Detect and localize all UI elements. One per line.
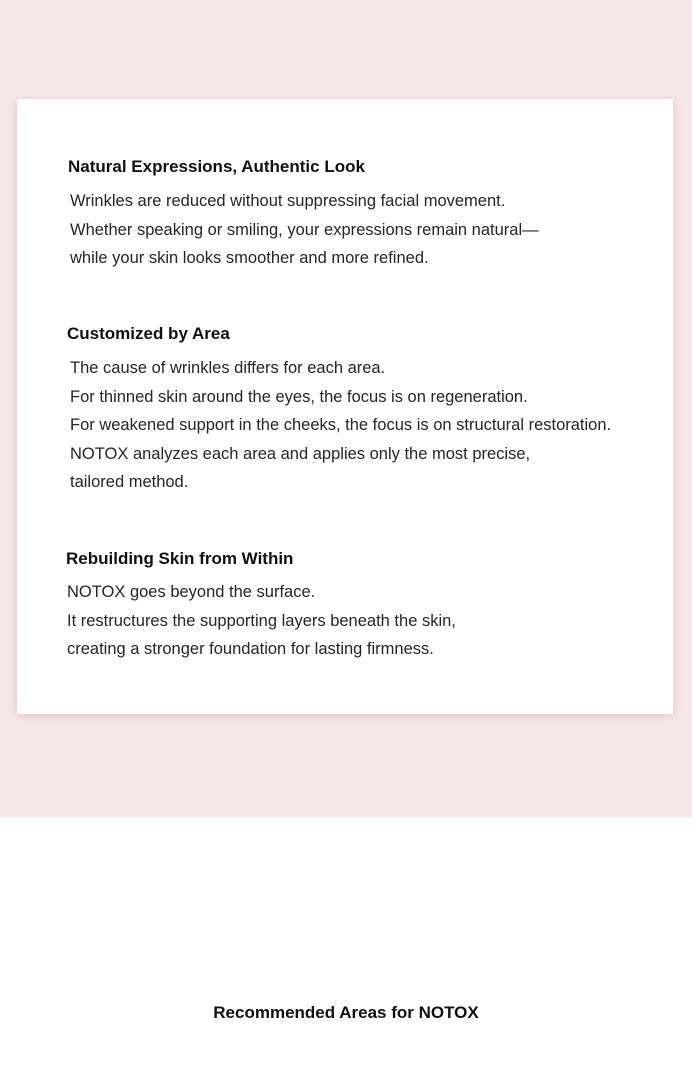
feature-card bbox=[17, 99, 673, 714]
body-line: while your skin looks smoother and more refined. bbox=[70, 249, 429, 267]
section-body bbox=[70, 187, 539, 273]
body-line: creating a stronger foundation for lasting firmness. bbox=[67, 640, 434, 658]
section-title: Rebuilding Skin from Within bbox=[66, 549, 294, 568]
recommended-areas-heading: Recommended Areas for NOTOX bbox=[213, 1003, 479, 1022]
body-line: NOTOX analyzes each area and applies only the most precise, bbox=[70, 444, 531, 463]
section-title: Natural Expressions, Authentic Look bbox=[68, 157, 365, 176]
section-body bbox=[67, 578, 456, 664]
body-line: The cause of wrinkles differs for each area. bbox=[70, 359, 386, 377]
section-body bbox=[70, 354, 611, 497]
body-line: Whether speaking or smiling, your expressions remain natural— bbox=[70, 220, 539, 239]
section-customized-by-area bbox=[67, 324, 611, 497]
section-natural-expressions bbox=[68, 157, 539, 273]
body-line: NOTOX goes beyond the surface. bbox=[67, 583, 316, 601]
body-line: Wrinkles are reduced without suppressing facial movement. bbox=[70, 192, 506, 210]
body-line: It restructures the supporting layers beneath the skin, bbox=[67, 611, 456, 630]
section-rebuilding-skin bbox=[66, 549, 456, 664]
body-line: For weakened support in the cheeks, the focus is on structural restoration. bbox=[70, 416, 612, 434]
section-title: Customized by Area bbox=[67, 324, 230, 343]
body-line: tailored method. bbox=[70, 473, 189, 491]
body-line: For thinned skin around the eyes, the focus is on regeneration. bbox=[70, 387, 528, 406]
